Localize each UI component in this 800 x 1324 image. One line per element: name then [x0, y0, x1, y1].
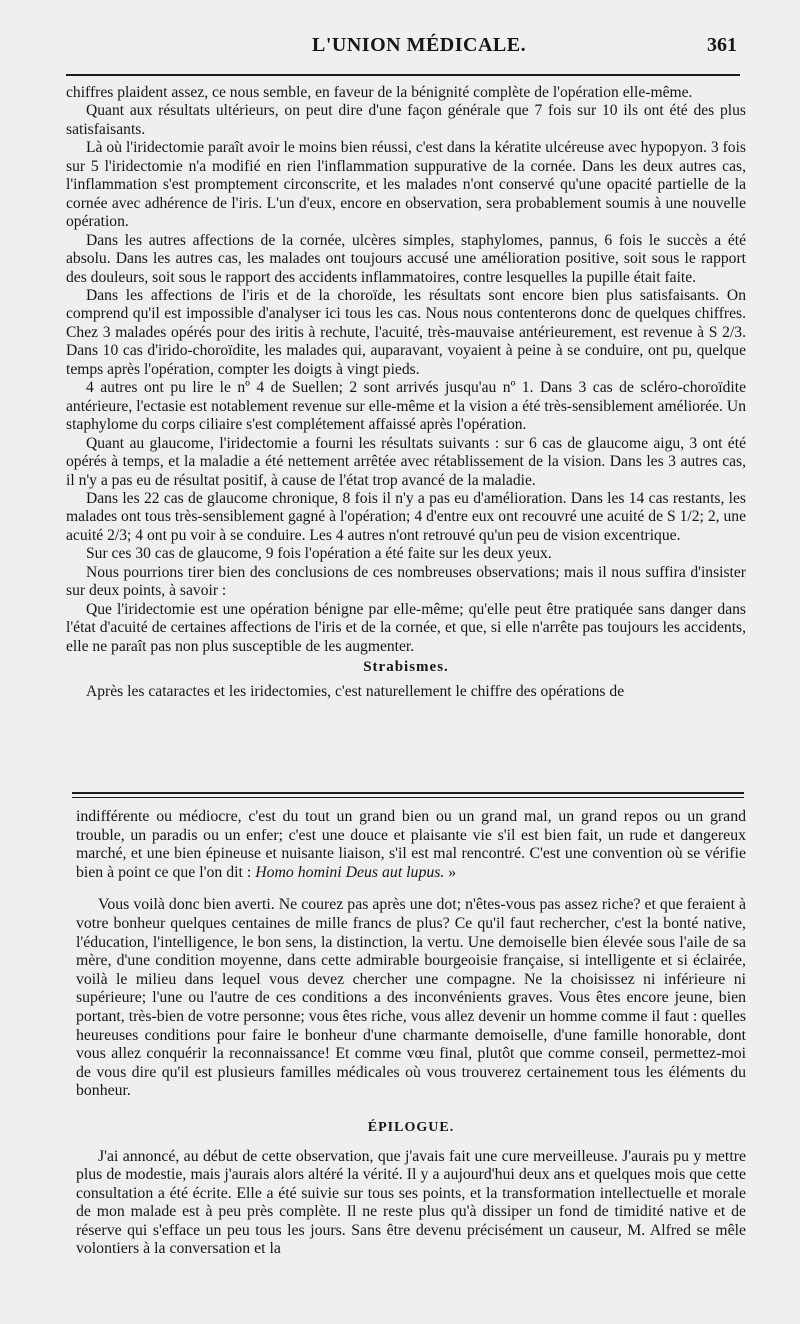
- feuilleton-separator: [72, 792, 744, 794]
- feuilleton: [76, 808, 746, 1259]
- paragraph: Dans les affections de l'iris et de la choroïde, les résultats sont encore bien plus satisfaisants. On comprend qu'il est impossible d'analyser ici tous les cas. Nous nous contenterons donc de quelques chiffres. Chez 3 malades opérés pour des iritis à rechute, l'acuité, très-mauvaise antérieurement, est revenue à S 2/3. Dans 10 cas d'irido-choroïdite, les malades qui, auparavant, voyaient à peine à se conduire, ont pu, quelque temps après l'opération, compter les doigts à vingt pieds.: [66, 286, 746, 378]
- running-head: [0, 30, 800, 66]
- closing-quote: »: [448, 863, 457, 881]
- paragraph: Quant au glaucome, l'iridectomie a fourni les résultats suivants : sur 6 cas de glaucome aigu, 3 ont été opérés à temps, et la maladie a été nettement arrêtée avec rétablissement de la vision. Dans les 3 autres cas, il n'y a pas eu de résultat positif, à cause de l'état trop avancé de la maladie.: [66, 434, 746, 489]
- paragraph: Quant aux résultats ultérieurs, on peut dire d'une façon générale que 7 fois sur 10 ils ont été des plus satisfaisants.: [66, 102, 746, 138]
- paragraph: Nous pourrions tirer bien des conclusions de ces nombreuses observations; mais il nous suffira d'insister sur deux points, à savoir :: [66, 563, 746, 600]
- paragraph: Dans les autres affections de la cornée, ulcères simples, staphylomes, pannus, 6 fois le succès a été absolu. Dans les autres cas, les malades ont toujours accusé une amélioration positive, soit sous le rapport des douleurs, soit sous le rapport des accidents inflammatoires, contre lesquelles la pupille était faite.: [66, 231, 746, 286]
- latin-quote: Homo homini Deus aut lupus.: [255, 863, 445, 881]
- paragraph: Vous voilà donc bien averti. Ne courez pas après une dot; n'êtes-vous pas assez riche? et que feraient à votre bonheur quelques centaines de mille francs de plus? Ce qu'il faut rechercher, c'est la bonté native, l'éducation, l'intelligence, le bon sens, la distinction, la vertu. Une demoiselle bien élevée sous l'aile de sa mère, d'une condition moyenne, dans cette admirable bourgeoisie française, si intelligente et si éclairée, voilà le milieu dans lequel vous devez chercher une compagne. Ne la choisissez ni inférieure ni supérieure; l'une ou l'autre de ces conditions a des inconvénients graves. Vous êtes encore jeune, bien portant, très-bien de votre personne; vous êtes riche, vous allez devenir un homme comme il faut : quelles heureuses conditions pour faire le bonheur d'une charmante demoiselle, d'une famille honorable, dont vous allez conquérir la reconnaissance! Et comme vœu final, plutôt que comme conseil, permettez-moi de vous dire qu'il est plusieurs familles médicales où vous trouverez certainement tous les éléments du bonheur.: [76, 896, 746, 1100]
- paragraph: Sur ces 30 cas de glaucome, 9 fois l'opération a été faite sur les deux yeux.: [86, 545, 552, 563]
- paragraph-text: indifférente ou médiocre, c'est du tout un grand bien ou un grand mal, un grand repos ou un grand trouble, un paradis ou un enfer; c'est une douce et plaisante vie s'il est bien fait, un rude et dangereux marché, et une bien épineuse et nuisante liaison, s'il est mal rencontré. C'est une convention où se vérifie bien à point ce que l'on dit :: [76, 808, 746, 881]
- feuilleton-separator-thin: [72, 797, 744, 798]
- paragraph: [76, 808, 746, 882]
- section-heading: Strabismes.: [363, 659, 449, 676]
- upper-article: [66, 84, 746, 701]
- page-number: 361: [707, 34, 737, 56]
- paragraph: 4 autres ont pu lire le nº 4 de Suellen; 2 sont arrivés jusqu'au nº 1. Dans 3 cas de scléro-choroïdite antérieure, l'ectasie est notablement revenue sur elle-même et la vision a été très-sensiblement améliorée. Un staphylome du corps ciliaire s'est complétement affaissé après l'opération.: [66, 379, 746, 434]
- paragraph: Que l'iridectomie est une opération bénigne par elle-même; qu'elle peut être pratiquée sans danger dans l'état d'acuité de certaines affections de l'iris et de la cornée, et que, si elle n'arrête pas toujours les accidents, elle ne paraît pas non plus susceptible de les augmenter.: [66, 600, 746, 655]
- epilogue-heading: ÉPILOGUE.: [367, 1119, 455, 1135]
- header-rule: [66, 74, 740, 76]
- paragraph: Après les cataractes et les iridectomies, c'est naturellement le chiffre des opérations de: [86, 682, 625, 700]
- paragraph: chiffres plaident assez, ce nous semble, en faveur de la bénignité complète de l'opération elle-même.: [66, 84, 693, 101]
- running-title: L'UNION MÉDICALE.: [312, 34, 527, 56]
- paragraph: Là où l'iridectomie paraît avoir le moins bien réussi, c'est dans la kératite ulcéreuse avec hypopyon. 3 fois sur 5 l'iridectomie n'a modifié en rien l'inflammation suppurative de la cornée. Dans les deux autres cas, l'inflammation s'est promptement circonscrite, et les malades n'ont conservé qu'une opacité partielle de la cornée avec adhérence de l'iris. L'un d'eux, encore en observation, sera probablement soumis à une nouvelle opération.: [66, 139, 746, 231]
- paragraph: Dans les 22 cas de glaucome chronique, 8 fois il n'y a pas eu d'amélioration. Dans les 14 cas restants, les malades ont tous très-sensiblement gagné à l'opération; 4 d'entre eux ont recouvré une acuité de S 1/2; 2, une acuité 2/3; 4 ont pu voir à se conduire. Les 4 autres n'ont retrouvé qu'un peu de vision excentrique.: [66, 489, 746, 544]
- paragraph: J'ai annoncé, au début de cette observation, que j'avais fait une cure merveilleuse. J'aurais pu y mettre plus de modestie, mais j'aurais alors altéré la vérité. Il y a aujourd'hui deux ans et quelques mois que cette consultation a été écrite. Elle a été suivie sur tous ses points, et la transformation intellectuelle et morale de mon malade est à peu près complète. Il ne reste plus qu'à dissiper un fond de timidité native et de réserve qui s'efface un peu tous les jours. Sans être devenu précisément un causeur, M. Alfred se mêle volontiers à la conversation et la: [76, 1147, 746, 1258]
